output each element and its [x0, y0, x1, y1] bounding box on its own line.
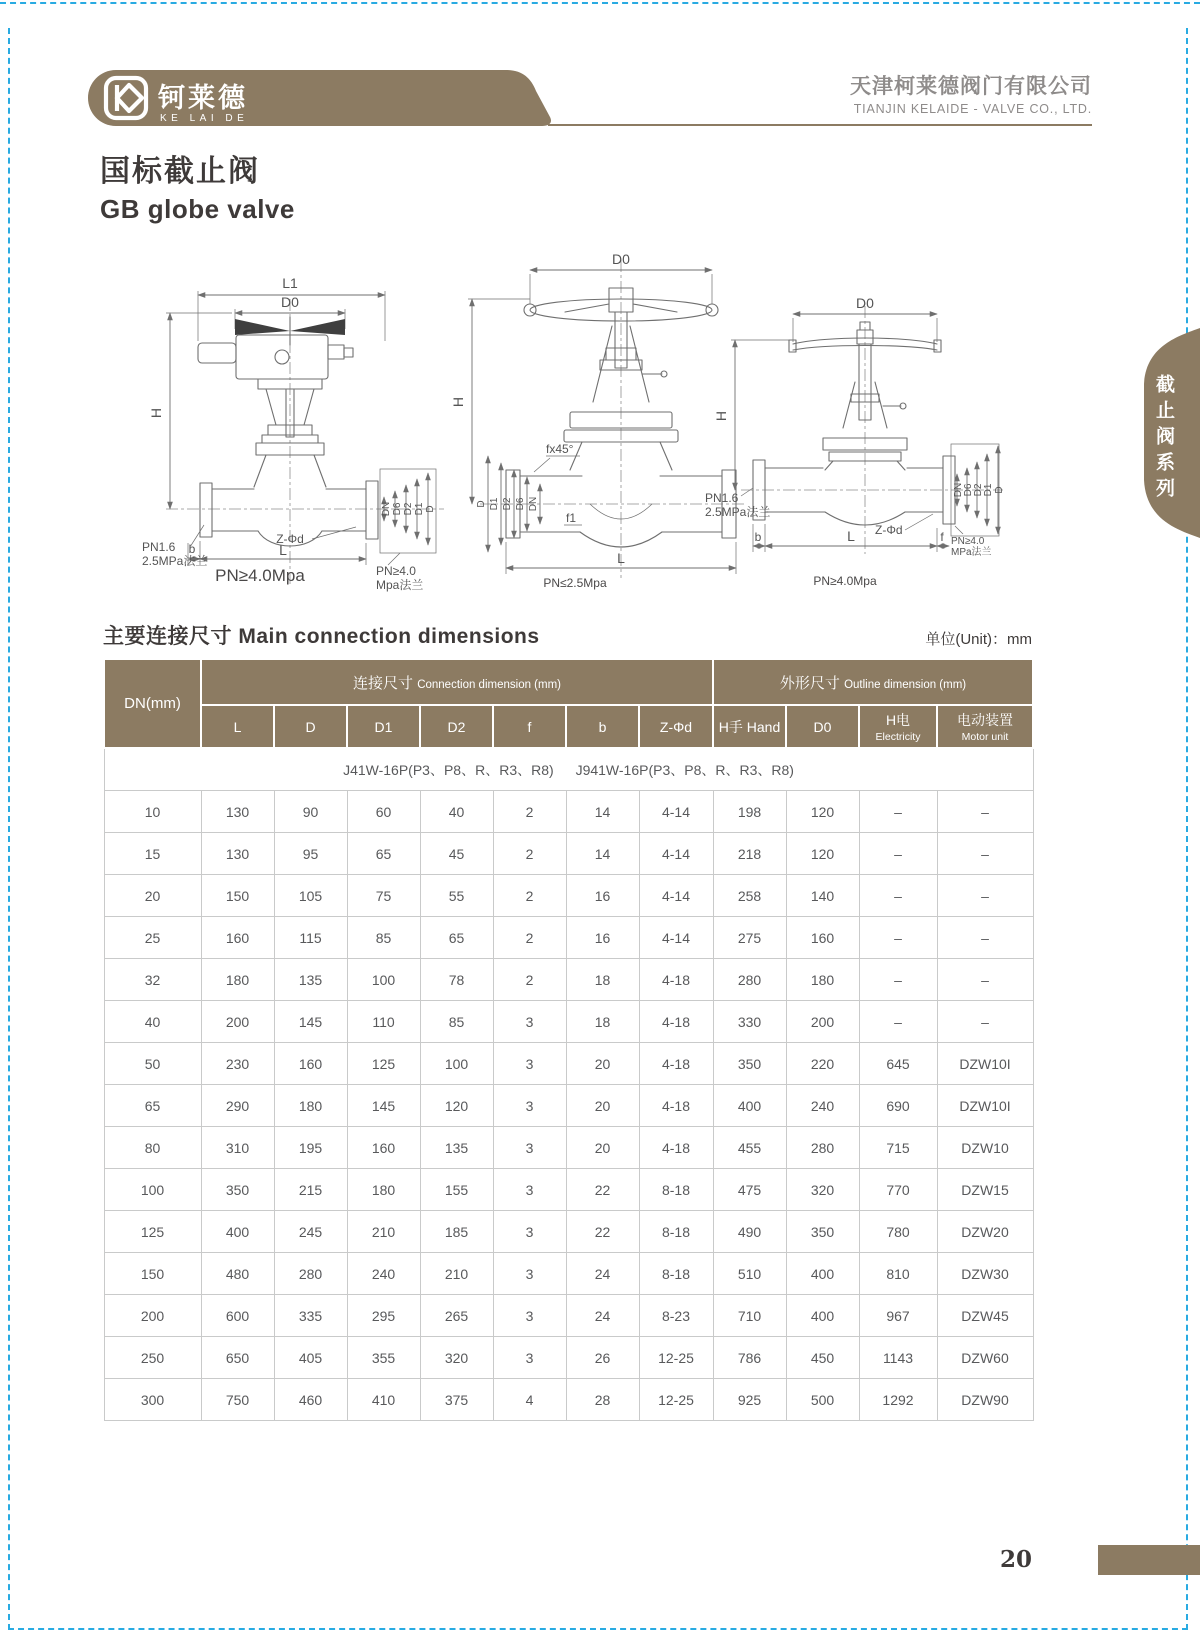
cell-value: 3 — [493, 1253, 566, 1295]
column-header: 电动装置 Motor unit — [937, 705, 1033, 748]
cell-value: 3 — [493, 1169, 566, 1211]
cell-dn: 80 — [104, 1127, 201, 1169]
table-row — [104, 1211, 1033, 1253]
table-row — [104, 875, 1033, 917]
cell-value: 4-14 — [639, 917, 713, 959]
cell-dn: 10 — [104, 791, 201, 833]
dim-label-l: L — [279, 542, 287, 558]
cell-value: 310 — [201, 1127, 274, 1169]
cell-value: 245 — [274, 1211, 347, 1253]
cell-value: 14 — [566, 833, 639, 875]
cell-value: 330 — [713, 1001, 786, 1043]
table-title-cn: 主要连接尺寸 — [103, 625, 232, 648]
cell-value: 24 — [566, 1295, 639, 1337]
cell-value: 967 — [859, 1295, 937, 1337]
cell-value: 3 — [493, 1001, 566, 1043]
cell-value: DZW10 — [937, 1127, 1033, 1169]
cell-value: 4-14 — [639, 875, 713, 917]
cell-value: 180 — [786, 959, 859, 1001]
cell-value: 120 — [786, 791, 859, 833]
cell-dn: 150 — [104, 1253, 201, 1295]
cell-value: 750 — [201, 1379, 274, 1421]
cell-value: 20 — [566, 1085, 639, 1127]
dim-label-d2: D2 — [502, 497, 513, 511]
cell-value: 160 — [786, 917, 859, 959]
cell-value: 218 — [713, 833, 786, 875]
cell-value: 130 — [201, 791, 274, 833]
cell-value: 150 — [201, 875, 274, 917]
cell-value: 240 — [347, 1253, 420, 1295]
cell-value: 95 — [274, 833, 347, 875]
page-title-en: GB globe valve — [100, 194, 295, 224]
cell-dn: 200 — [104, 1295, 201, 1337]
cell-value: 295 — [347, 1295, 420, 1337]
model-name-manual: J41W-16P(P3、P8、R、R3、R8) — [343, 761, 554, 778]
cell-value: 350 — [786, 1211, 859, 1253]
cell-value: 22 — [566, 1169, 639, 1211]
cell-value: 8-18 — [639, 1253, 713, 1295]
cell-value: 650 — [201, 1337, 274, 1379]
cell-value: 280 — [274, 1253, 347, 1295]
cell-value: 2 — [493, 959, 566, 1001]
dim-label-h: H — [713, 410, 729, 422]
cell-value: DZW60 — [937, 1337, 1033, 1379]
cell-value: DZW90 — [937, 1379, 1033, 1421]
group-header-outline — [713, 659, 1033, 705]
cell-value: 770 — [859, 1169, 937, 1211]
cell-value: 85 — [347, 917, 420, 959]
cell-value: 160 — [347, 1127, 420, 1169]
drawing-caption-2: PN≤2.5Mpa — [543, 576, 607, 590]
cell-value: 400 — [786, 1295, 859, 1337]
cell-dn: 65 — [104, 1085, 201, 1127]
cell-value: 786 — [713, 1337, 786, 1379]
dim-label-d2: D2 — [403, 502, 414, 516]
cell-dn: 25 — [104, 917, 201, 959]
cell-value: 810 — [859, 1253, 937, 1295]
table-row — [104, 1295, 1033, 1337]
cell-value: – — [859, 1001, 937, 1043]
cell-value: 60 — [347, 791, 420, 833]
cell-value: 780 — [859, 1211, 937, 1253]
cell-value: 645 — [859, 1043, 937, 1085]
cell-value: 22 — [566, 1211, 639, 1253]
cell-dn: 20 — [104, 875, 201, 917]
cell-value: 100 — [420, 1043, 493, 1085]
dim-label-b: b — [188, 542, 196, 556]
cell-value: 28 — [566, 1379, 639, 1421]
column-header: b — [566, 705, 639, 748]
cell-value: DZW10I — [937, 1085, 1033, 1127]
group-header-outline-cn: 外形尺寸 — [779, 674, 840, 692]
cell-value: 210 — [347, 1211, 420, 1253]
cell-value: 500 — [786, 1379, 859, 1421]
cell-value: 3 — [493, 1127, 566, 1169]
cell-value: 16 — [566, 917, 639, 959]
dim-label-dn: DN — [953, 482, 964, 498]
cell-value: 1143 — [859, 1337, 937, 1379]
company-name-en: TIANJIN KELAIDE - VALVE CO., LTD. — [853, 102, 1092, 117]
cell-value: 480 — [201, 1253, 274, 1295]
dim-label-d: D — [425, 505, 436, 513]
column-header: D2 — [420, 705, 493, 748]
dim-label-d0: D0 — [856, 298, 874, 311]
cell-value: 12-25 — [639, 1379, 713, 1421]
dim-label-fx45: fx45° — [546, 442, 574, 456]
cell-value: 160 — [201, 917, 274, 959]
cell-value: 2 — [493, 833, 566, 875]
cell-value: 3 — [493, 1043, 566, 1085]
cell-value: 400 — [713, 1085, 786, 1127]
footer-brand-bar — [1098, 1545, 1200, 1575]
column-header: H手 Hand — [713, 705, 786, 748]
model-name-electric: J941W-16P(P3、P8、R、R3、R8) — [575, 761, 794, 778]
cell-value: 140 — [786, 875, 859, 917]
column-header: L — [201, 705, 274, 748]
cell-value: 110 — [347, 1001, 420, 1043]
cell-value: 180 — [347, 1169, 420, 1211]
cell-value: 2 — [493, 917, 566, 959]
table-row — [104, 1253, 1033, 1295]
cell-value: 4-14 — [639, 833, 713, 875]
dim-label-l: L — [617, 550, 625, 566]
cell-value: 20 — [566, 1043, 639, 1085]
dim-label-d6: D6 — [963, 483, 974, 497]
table-row — [104, 917, 1033, 959]
cell-value: 350 — [201, 1169, 274, 1211]
cell-value: 290 — [201, 1085, 274, 1127]
cell-value: 320 — [786, 1169, 859, 1211]
column-header: D0 — [786, 705, 859, 748]
drawing-caption-1: PN≥4.0Mpa — [215, 566, 305, 585]
cell-value: 2 — [493, 875, 566, 917]
cell-value: 275 — [713, 917, 786, 959]
group-header-outline-en: Outline dimension (mm) — [844, 678, 967, 691]
cell-value: 145 — [274, 1001, 347, 1043]
cell-value: 350 — [713, 1043, 786, 1085]
cell-value: 120 — [786, 833, 859, 875]
dim-label-f: f — [940, 530, 944, 544]
dim-label-f1: f1 — [566, 511, 577, 525]
cell-value: 3 — [493, 1211, 566, 1253]
cell-value: 490 — [713, 1211, 786, 1253]
cell-value: DZW10I — [937, 1043, 1033, 1085]
cell-value: 155 — [420, 1169, 493, 1211]
side-tab-label: 截止阀系列 — [1153, 374, 1174, 504]
dim-label-dn: DN — [381, 501, 392, 517]
cell-value: 8-18 — [639, 1211, 713, 1253]
column-header: D1 — [347, 705, 420, 748]
group-header-connection — [201, 659, 713, 705]
cell-dn: 15 — [104, 833, 201, 875]
group-header-connection-cn: 连接尺寸 — [353, 674, 414, 692]
dim-label-d1: D1 — [489, 497, 500, 511]
cell-dn: 100 — [104, 1169, 201, 1211]
dim-label-b: b — [754, 530, 762, 544]
cell-value: 400 — [201, 1211, 274, 1253]
cell-value: 510 — [713, 1253, 786, 1295]
cell-value: 78 — [420, 959, 493, 1001]
cell-value: 90 — [274, 791, 347, 833]
dim-label-d1: D1 — [983, 483, 994, 497]
model-row — [104, 748, 1033, 791]
cell-value: 115 — [274, 917, 347, 959]
table-row — [104, 833, 1033, 875]
cell-value: 65 — [347, 833, 420, 875]
cell-value: 710 — [713, 1295, 786, 1337]
header-rule — [548, 124, 1092, 126]
cell-value: 265 — [420, 1295, 493, 1337]
logo-text-en: KE LAI DE — [160, 113, 249, 124]
cell-value: 40 — [420, 791, 493, 833]
cell-value: 45 — [420, 833, 493, 875]
table-row — [104, 1337, 1033, 1379]
cell-value: 8-23 — [639, 1295, 713, 1337]
cell-value: – — [859, 791, 937, 833]
cell-value: 135 — [274, 959, 347, 1001]
page-number: 20 — [1000, 1546, 1033, 1573]
drawing-globe-valve-pn40 — [705, 298, 1005, 558]
group-header-connection-en: Connection dimension (mm) — [417, 678, 561, 691]
table-body — [104, 748, 1033, 1421]
cell-value: 240 — [786, 1085, 859, 1127]
cell-value: 715 — [859, 1127, 937, 1169]
cell-value: 200 — [201, 1001, 274, 1043]
cell-value: 455 — [713, 1127, 786, 1169]
table-row — [104, 1379, 1033, 1421]
dim-label-z: Z-Φd — [875, 523, 903, 537]
page-title-cn: 国标截止阀 — [100, 155, 260, 188]
dim-label-z: Z-Φd — [276, 532, 304, 546]
cell-value: 100 — [347, 959, 420, 1001]
cell-value: 145 — [347, 1085, 420, 1127]
cell-value: 230 — [201, 1043, 274, 1085]
table-row — [104, 1169, 1033, 1211]
cell-value: 4-14 — [639, 791, 713, 833]
cell-value: 130 — [201, 833, 274, 875]
cell-dn: 125 — [104, 1211, 201, 1253]
cell-value: 3 — [493, 1337, 566, 1379]
cell-value: – — [937, 875, 1033, 917]
cell-value: 4 — [493, 1379, 566, 1421]
dim-label-d6: D6 — [392, 502, 403, 516]
cell-value: 210 — [420, 1253, 493, 1295]
dim-label-l1: L1 — [282, 275, 298, 291]
cell-value: 4-18 — [639, 1001, 713, 1043]
table-unit-label: 单位(Unit)：mm — [925, 631, 1032, 648]
cell-value: 55 — [420, 875, 493, 917]
company-name-cn: 天津柯莱德阀门有限公司 — [850, 75, 1092, 98]
table-subheader-row — [104, 705, 1033, 748]
cell-value: 320 — [420, 1337, 493, 1379]
cell-value: 475 — [713, 1169, 786, 1211]
cell-value: 26 — [566, 1337, 639, 1379]
dim-label-d1: D1 — [414, 502, 425, 516]
cell-value: 198 — [713, 791, 786, 833]
cell-value: 135 — [420, 1127, 493, 1169]
cell-value: 280 — [786, 1127, 859, 1169]
cell-value: 450 — [786, 1337, 859, 1379]
cell-value: 105 — [274, 875, 347, 917]
cell-value: 375 — [420, 1379, 493, 1421]
cell-value: 1292 — [859, 1379, 937, 1421]
cell-value: 355 — [347, 1337, 420, 1379]
page-border-top — [0, 2, 1200, 4]
cell-value: 180 — [201, 959, 274, 1001]
column-header: H电 Electricity — [859, 705, 937, 748]
cell-value: 14 — [566, 791, 639, 833]
cell-value: 258 — [713, 875, 786, 917]
table-row — [104, 1043, 1033, 1085]
cell-value: 220 — [786, 1043, 859, 1085]
dim-label-d0: D0 — [281, 294, 299, 310]
cell-value: 120 — [420, 1085, 493, 1127]
cell-value: DZW15 — [937, 1169, 1033, 1211]
cell-dn: 250 — [104, 1337, 201, 1379]
cell-value: 925 — [713, 1379, 786, 1421]
cell-value: 460 — [274, 1379, 347, 1421]
cell-value: 18 — [566, 959, 639, 1001]
dim-label-d: D — [994, 486, 1005, 494]
flange-note-left-1: PN1.6 — [142, 540, 176, 554]
column-header: D — [274, 705, 347, 748]
cell-value: 12-25 — [639, 1337, 713, 1379]
logo-text-cn: 钶莱德 — [158, 83, 248, 113]
dim-label-h: H — [450, 396, 466, 408]
dim-label-d0: D0 — [612, 252, 630, 267]
cell-value: 125 — [347, 1043, 420, 1085]
dim-label-d2: D2 — [973, 483, 984, 497]
cell-value: – — [859, 833, 937, 875]
cell-value: 65 — [420, 917, 493, 959]
table-row — [104, 791, 1033, 833]
cell-value: 85 — [420, 1001, 493, 1043]
cell-value: 400 — [786, 1253, 859, 1295]
cell-value: 3 — [493, 1295, 566, 1337]
dim-label-dn: DN — [528, 496, 539, 512]
drawing-caption-3: PN≥4.0Mpa — [813, 574, 877, 588]
cell-value: 160 — [274, 1043, 347, 1085]
cell-value: 280 — [713, 959, 786, 1001]
cell-dn: 50 — [104, 1043, 201, 1085]
cell-value: 180 — [274, 1085, 347, 1127]
cell-value: – — [937, 791, 1033, 833]
cell-value: – — [937, 833, 1033, 875]
cell-value: 24 — [566, 1253, 639, 1295]
cell-value: DZW45 — [937, 1295, 1033, 1337]
flange-note-right-1: PN≥4.0 — [951, 536, 985, 547]
cell-value: 410 — [347, 1379, 420, 1421]
column-header: f — [493, 705, 566, 748]
header-brand-bar — [86, 68, 646, 128]
cell-value: – — [937, 917, 1033, 959]
cell-value: – — [937, 959, 1033, 1001]
cell-value: – — [859, 875, 937, 917]
dim-label-d6: D6 — [515, 497, 526, 511]
flange-note-left-2: 2.5MPa法兰 — [705, 505, 771, 519]
cell-dn: 300 — [104, 1379, 201, 1421]
cell-value: 75 — [347, 875, 420, 917]
table-row — [104, 1127, 1033, 1169]
cell-value: 8-18 — [639, 1169, 713, 1211]
cell-value: 2 — [493, 791, 566, 833]
cell-value: – — [937, 1001, 1033, 1043]
flange-note-right-2: Mpa法兰 — [376, 578, 424, 592]
cell-value: 3 — [493, 1085, 566, 1127]
cell-value: 16 — [566, 875, 639, 917]
flange-note-right-2: MPa法兰 — [951, 547, 992, 558]
column-header: Z-Φd — [639, 705, 713, 748]
column-header-dn: DN(mm) — [104, 659, 201, 748]
cell-value: 18 — [566, 1001, 639, 1043]
cell-dn: 32 — [104, 959, 201, 1001]
cell-value: 335 — [274, 1295, 347, 1337]
dim-label-l: L — [847, 528, 855, 544]
flange-note-left-2: 2.5MPa法兰 — [142, 554, 208, 568]
dim-label-h: H — [148, 407, 164, 419]
cell-value: – — [859, 959, 937, 1001]
cell-value: 215 — [274, 1169, 347, 1211]
flange-note-left-1: PN1.6 — [705, 491, 739, 505]
cell-value: DZW30 — [937, 1253, 1033, 1295]
cell-value: 405 — [274, 1337, 347, 1379]
cell-value: 4-18 — [639, 1127, 713, 1169]
cell-value: 20 — [566, 1127, 639, 1169]
drawing-electric-globe-valve — [140, 255, 450, 595]
flange-note-right-1: PN≥4.0 — [376, 564, 416, 578]
cell-value: 185 — [420, 1211, 493, 1253]
cell-value: 600 — [201, 1295, 274, 1337]
table-row — [104, 1001, 1033, 1043]
cell-value: 200 — [786, 1001, 859, 1043]
cell-value: – — [859, 917, 937, 959]
dim-label-d: D — [476, 500, 487, 508]
cell-value: 4-18 — [639, 1043, 713, 1085]
cell-value: 4-18 — [639, 1085, 713, 1127]
table-row — [104, 959, 1033, 1001]
cell-value: 4-18 — [639, 959, 713, 1001]
table-row — [104, 1085, 1033, 1127]
cell-value: 195 — [274, 1127, 347, 1169]
dimension-table — [103, 658, 1034, 1421]
table-title-en: Main connection dimensions — [238, 625, 540, 648]
cell-dn: 40 — [104, 1001, 201, 1043]
cell-value: DZW20 — [937, 1211, 1033, 1253]
cell-value: 690 — [859, 1085, 937, 1127]
